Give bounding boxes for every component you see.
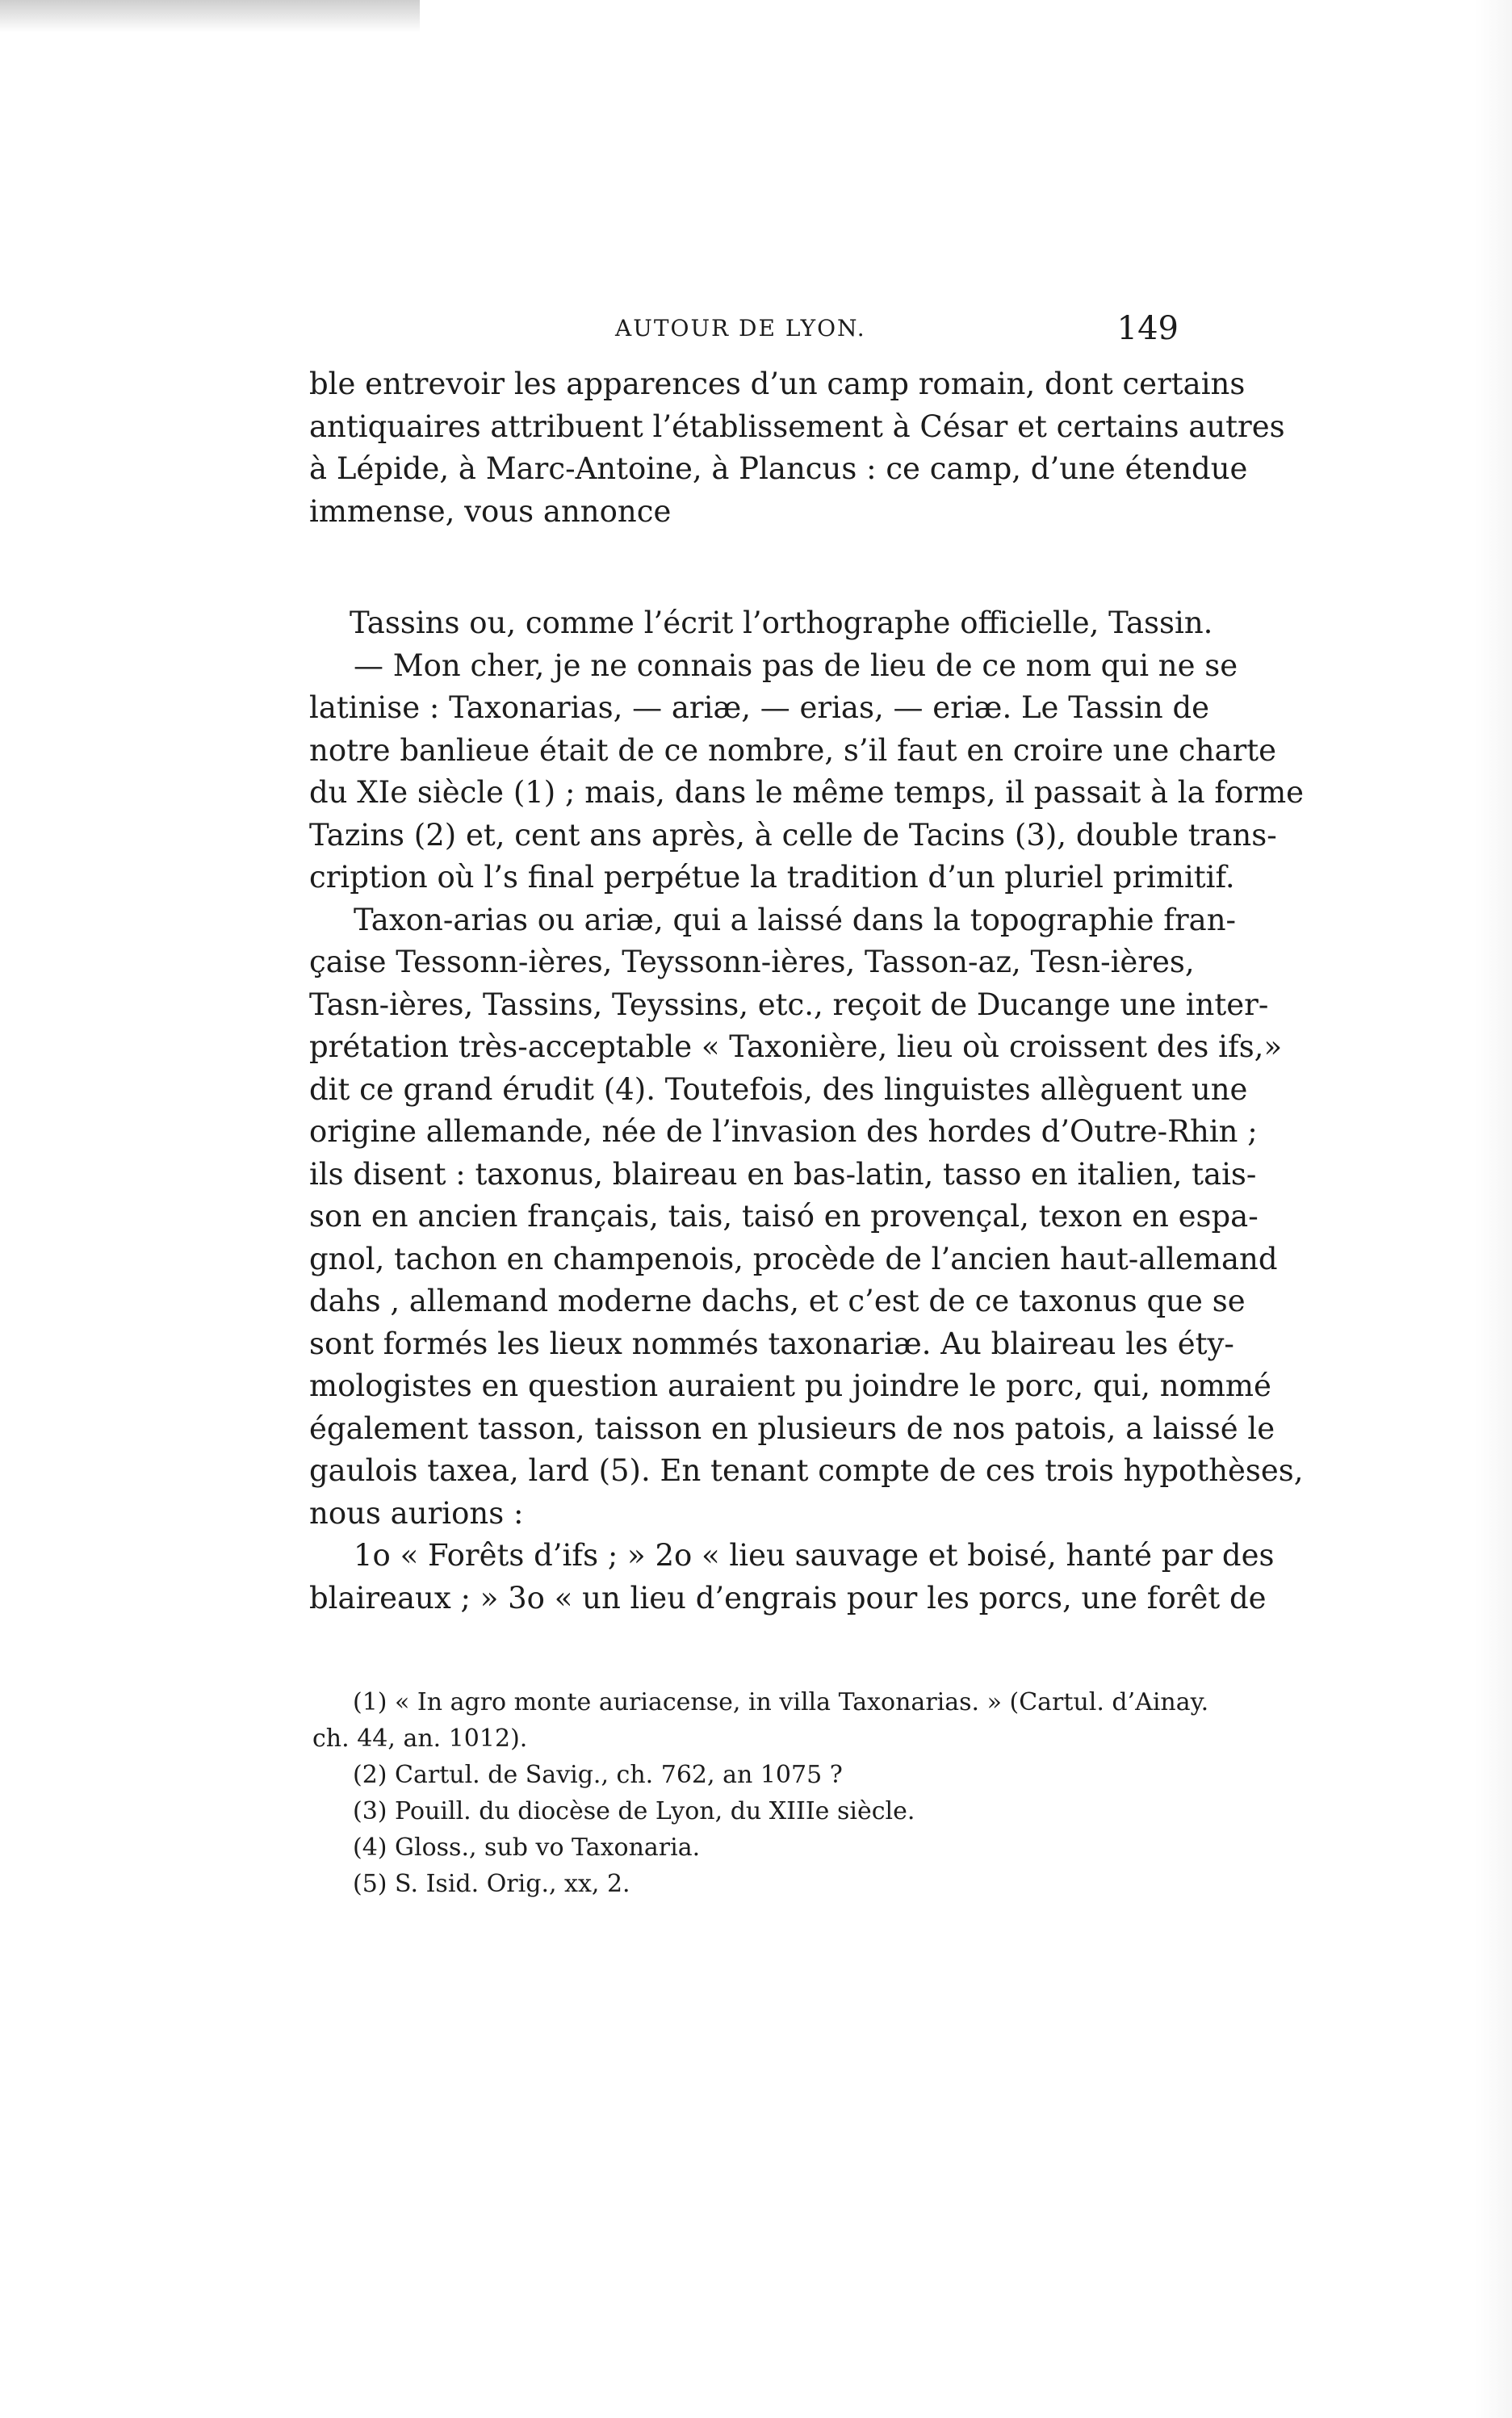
text-line: immense, vous annonce	[309, 493, 672, 529]
running-head: AUTOUR DE LYON.	[615, 315, 866, 342]
text-line: Taxon-arias ou ariæ, qui a laissé dans la topographie fran-	[354, 902, 1237, 937]
text-line: du XIe siècle (1) ; mais, dans le même temps, il passait à la forme	[309, 775, 1305, 810]
text-line: mologistes en question auraient pu joindre le porc, qui, nommé	[309, 1368, 1271, 1403]
text-line: notre banlieue était de ce nombre, s’il faut en croire une charte	[309, 732, 1277, 768]
text-line: latinise : Taxonarias, — ariæ, — erias, — eriæ. Le Tassin de	[309, 690, 1210, 725]
text-line: sont formés les lieux nommés taxonariæ. Au blaireau les éty-	[309, 1326, 1234, 1361]
text-line: gaulois taxea, lard (5). En tenant compte de ces trois hypothèses,	[309, 1453, 1304, 1488]
paragraph-gap	[309, 533, 1185, 602]
text-line: ils disent : taxonus, blaireau en bas-latin, tasso en italien, tais-	[309, 1156, 1257, 1192]
text-line: à Lépide, à Marc-Antoine, à Plancus : ce camp, d’une étendue	[309, 451, 1248, 486]
text-line: gnol, tachon en champenois, procède de l’ancien haut-allemand	[309, 1241, 1278, 1276]
scan-edge-shadow	[0, 0, 420, 32]
text-line: cription où l’s final perpétue la tradition d’un pluriel primitif.	[309, 860, 1235, 895]
text-line: çaise Tessonn-ières, Teyssonn-ières, Tasson-az, Tesn-ières,	[309, 945, 1195, 979]
text-line: Tasn-ières, Tassins, Teyssins, etc., reçoit de Ducange une inter-	[309, 987, 1269, 1022]
page-number: 149	[1116, 310, 1179, 347]
text-line: blaireaux ; » 3o « un lieu d’engrais pour les porcs, une forêt de	[309, 1580, 1267, 1615]
text-line: 1o « Forêts d’ifs ; » 2o « lieu sauvage et boisé, hanté par des	[354, 1538, 1275, 1573]
text-line: prétation très-acceptable « Taxonière, lieu où croissent des ifs,»	[309, 1029, 1283, 1064]
text-line: ble entrevoir les apparences d’un camp romain, dont certains	[309, 367, 1246, 401]
text-line: dit ce grand érudit (4). Toutefois, des linguistes allèguent une	[309, 1071, 1248, 1107]
text-line: Tazins (2) et, cent ans après, à celle de Tacins (3), double trans-	[309, 817, 1277, 853]
footnote-line: ch. 44, an. 1012).	[312, 1724, 528, 1753]
scan-right-edge	[1475, 0, 1512, 2418]
text-line: antiquaires attribuent l’établissement à César et certains autres	[309, 409, 1285, 444]
text-line: origine allemande, née de l’invasion des hordes d’Outre-Rhin ;	[309, 1114, 1258, 1149]
footnote-line: (1) « In agro monte auriacense, in villa Taxonarias. » (Cartul. d’Ainay.	[353, 1688, 1209, 1716]
text-line: nous aurions :	[309, 1495, 524, 1531]
page-header	[307, 310, 1179, 355]
text-line: également tasson, taisson en plusieurs de nos patois, a laissé le	[309, 1410, 1275, 1446]
footnotes	[312, 1684, 1209, 1902]
footnote-line: (2) Cartul. de Savig., ch. 762, an 1075 ?	[353, 1761, 843, 1789]
footnote-line: (4) Gloss., sub vo Taxonaria.	[353, 1833, 701, 1862]
body-text	[309, 363, 1305, 1620]
footnote-line: (5) S. Isid. Orig., xx, 2.	[353, 1870, 630, 1898]
text-line: Tassins ou, comme l’écrit l’orthographe officielle, Tassin.	[350, 606, 1213, 640]
text-line: son en ancien français, tais, taisó en provençal, texon en espa-	[309, 1199, 1259, 1234]
text-line: — Mon cher, je ne connais pas de lieu de ce nom qui ne se	[354, 647, 1238, 683]
footnote-line: (3) Pouill. du diocèse de Lyon, du XIIIe siècle.	[353, 1797, 915, 1825]
text-line: dahs , allemand moderne dachs, et c’est de ce taxonus que se	[309, 1284, 1246, 1318]
